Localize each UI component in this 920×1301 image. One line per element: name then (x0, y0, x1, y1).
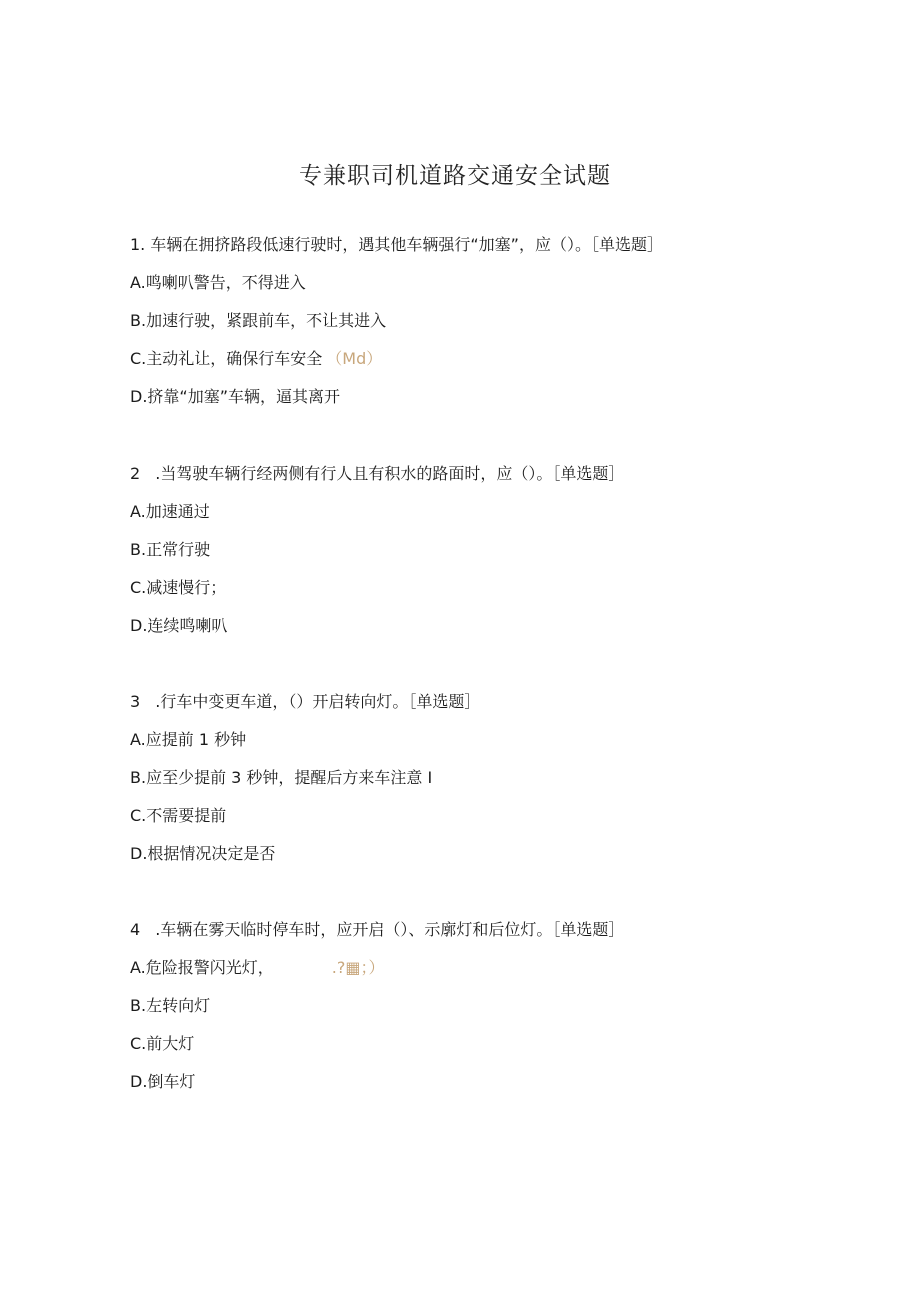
option-a[interactable] (130, 272, 870, 310)
option-letter: B. (130, 996, 147, 1015)
option-text: 主动礼让，确保行车安全 (146, 349, 323, 368)
option-letter: A. (130, 730, 146, 749)
question-1 (130, 234, 870, 424)
question-2 (130, 463, 870, 653)
option-letter: C. (130, 578, 147, 597)
option-a[interactable] (130, 729, 870, 767)
option-c[interactable] (130, 805, 870, 843)
question-text: .当驾驶车辆行经两侧有行人且有积水的路面时，应（）。［单选题］ (155, 464, 625, 483)
question-4 (130, 919, 870, 1109)
option-letter: A. (130, 273, 146, 292)
option-text: 不需要提前 (146, 806, 227, 825)
question-stem (130, 919, 870, 941)
option-b[interactable] (130, 995, 870, 1033)
option-letter: D. (130, 387, 148, 406)
option-text: 前大灯 (146, 1034, 195, 1053)
option-letter: C. (130, 806, 147, 825)
question-number: 1. (130, 235, 146, 254)
option-letter: D. (130, 844, 148, 863)
option-d[interactable] (130, 843, 870, 881)
option-text: 应至少提前 3 秒钟，提醒后方来车注意 I (146, 768, 433, 787)
option-c[interactable] (130, 348, 870, 386)
option-letter: B. (130, 311, 147, 330)
question-stem (130, 691, 870, 713)
option-text: 加速行驶，紧跟前车，不让其进入 (146, 311, 387, 330)
option-text: 减速慢行； (146, 578, 227, 597)
option-list (130, 729, 870, 881)
option-letter: A. (130, 958, 146, 977)
option-text: 连续鸣喇叭 (147, 616, 228, 635)
option-text: 危险报警闪光灯， (145, 958, 274, 977)
option-b[interactable] (130, 310, 870, 348)
option-letter: D. (130, 1072, 148, 1091)
option-letter: B. (130, 768, 147, 787)
answer-mark: （Md） (326, 349, 383, 368)
question-3 (130, 691, 870, 881)
option-d[interactable] (130, 1071, 870, 1109)
page-title: 专兼职司机道路交通安全试题 (299, 163, 611, 189)
option-text: 应提前 1 秒钟 (145, 730, 247, 749)
option-text: 左转向灯 (146, 996, 211, 1015)
option-text: 根据情况决定是否 (147, 844, 276, 863)
question-text: .车辆在雾天临时停车时，应开启（）、示廓灯和后位灯。［单选题］ (155, 920, 625, 939)
option-list (130, 501, 870, 653)
option-text: 挤靠“加塞”车辆，逼其离开 (147, 387, 340, 406)
option-d[interactable] (130, 615, 870, 653)
option-b[interactable] (130, 539, 870, 577)
option-list (130, 957, 870, 1109)
question-number: 3 (130, 692, 141, 711)
option-d[interactable] (130, 386, 870, 424)
option-letter: C. (130, 349, 147, 368)
option-text: 鸣喇叭警告，不得进入 (145, 273, 306, 292)
option-a[interactable] (130, 957, 870, 995)
option-a[interactable] (130, 501, 870, 539)
option-letter: C. (130, 1034, 147, 1053)
question-text: .行车中变更车道，（）开启转向灯。［单选题］ (155, 692, 481, 711)
question-text: 车辆在拥挤路段低速行驶时，遇其他车辆强行“加塞”，应（）。［单选题］ (150, 235, 663, 254)
question-stem (130, 234, 870, 256)
option-text: 正常行驶 (146, 540, 211, 559)
question-stem (130, 463, 870, 485)
option-text: 倒车灯 (147, 1072, 196, 1091)
option-letter: A. (130, 502, 146, 521)
option-text: 加速通过 (145, 502, 210, 521)
option-b[interactable] (130, 767, 870, 805)
question-number: 2 (130, 464, 141, 483)
option-c[interactable] (130, 1033, 870, 1071)
answer-mark: .?▦；） (331, 958, 385, 977)
option-c[interactable] (130, 577, 870, 615)
question-number: 4 (130, 920, 141, 939)
option-letter: B. (130, 540, 147, 559)
option-letter: D. (130, 616, 148, 635)
option-list (130, 272, 870, 424)
